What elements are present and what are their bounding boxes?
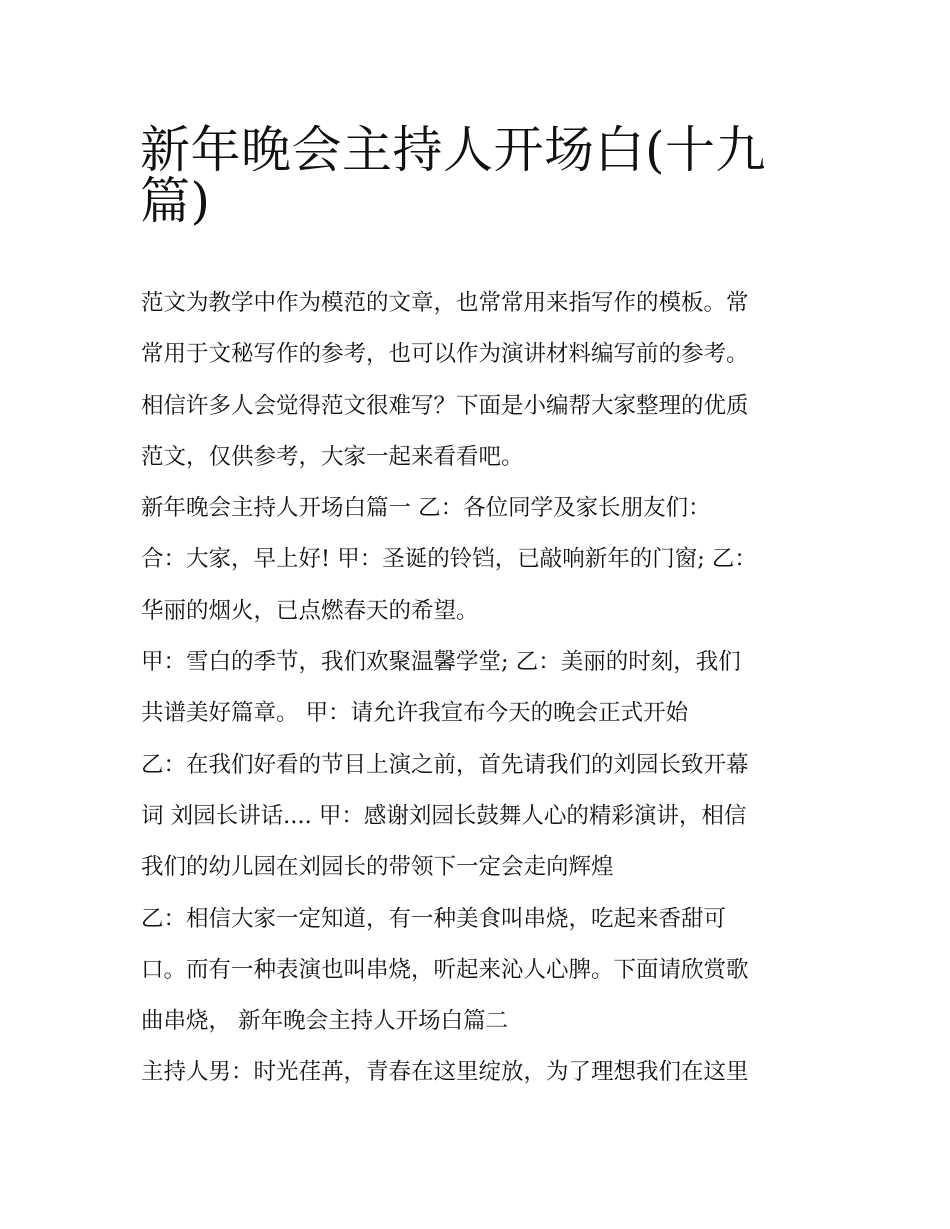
title-line-1: 新年晚会主持人开场白(十九 bbox=[140, 121, 767, 179]
text-line: 华丽的烟火，已点燃春天的希望。 bbox=[141, 597, 479, 624]
text-line: 乙：相信大家一定知道，有一种美食叫串烧，吃起来香甜可 bbox=[141, 905, 727, 932]
text-line: 相信许多人会觉得范文很难写？下面是小编帮大家整理的优质 bbox=[141, 392, 749, 419]
text-line: 范文，仅供参考，大家一起来看看吧。 bbox=[141, 443, 524, 470]
text-line: 曲串烧， 新年晚会主持人开场白篇二 bbox=[141, 1008, 509, 1035]
text-line: 甲：雪白的季节，我们欢聚温馨学堂; 乙：美丽的时刻，我们 bbox=[141, 649, 741, 676]
text-line: 范文为教学中作为模范的文章，也常常用来指写作的模板。常 bbox=[141, 290, 749, 316]
text-line: 主持人男：时光荏苒，青春在这里绽放，为了理想我们在这里 bbox=[141, 1059, 749, 1086]
text-line: 共谱美好篇章。 甲：请允许我宣布今天的晚会正式开始 bbox=[141, 700, 689, 727]
body-text bbox=[141, 278, 821, 1099]
page-title bbox=[140, 112, 820, 231]
title-line-2: 篇) bbox=[140, 172, 211, 231]
text-line: 我们的幼儿园在刘园长的带领下一定会走向辉煌 bbox=[141, 854, 614, 881]
text-line: 合：大家，早上好! 甲：圣诞的铃铛，已敲响新年的门窗; 乙： bbox=[141, 546, 757, 573]
text-line: 乙：在我们好看的节目上演之前，首先请我们的刘园长致开幕 bbox=[141, 751, 749, 778]
text-line: 新年晚会主持人开场白篇一 乙：各位同学及家长朋友们： bbox=[141, 495, 711, 522]
text-line: 常用于文秘写作的参考，也可以作为演讲材料编写前的参考。 bbox=[141, 341, 749, 368]
text-line: 词 刘园长讲话.... 甲：感谢刘园长鼓舞人心的精彩演讲，相信 bbox=[141, 802, 747, 829]
text-line: 口。而有一种表演也叫串烧，听起来沁人心脾。下面请欣赏歌 bbox=[141, 956, 749, 983]
